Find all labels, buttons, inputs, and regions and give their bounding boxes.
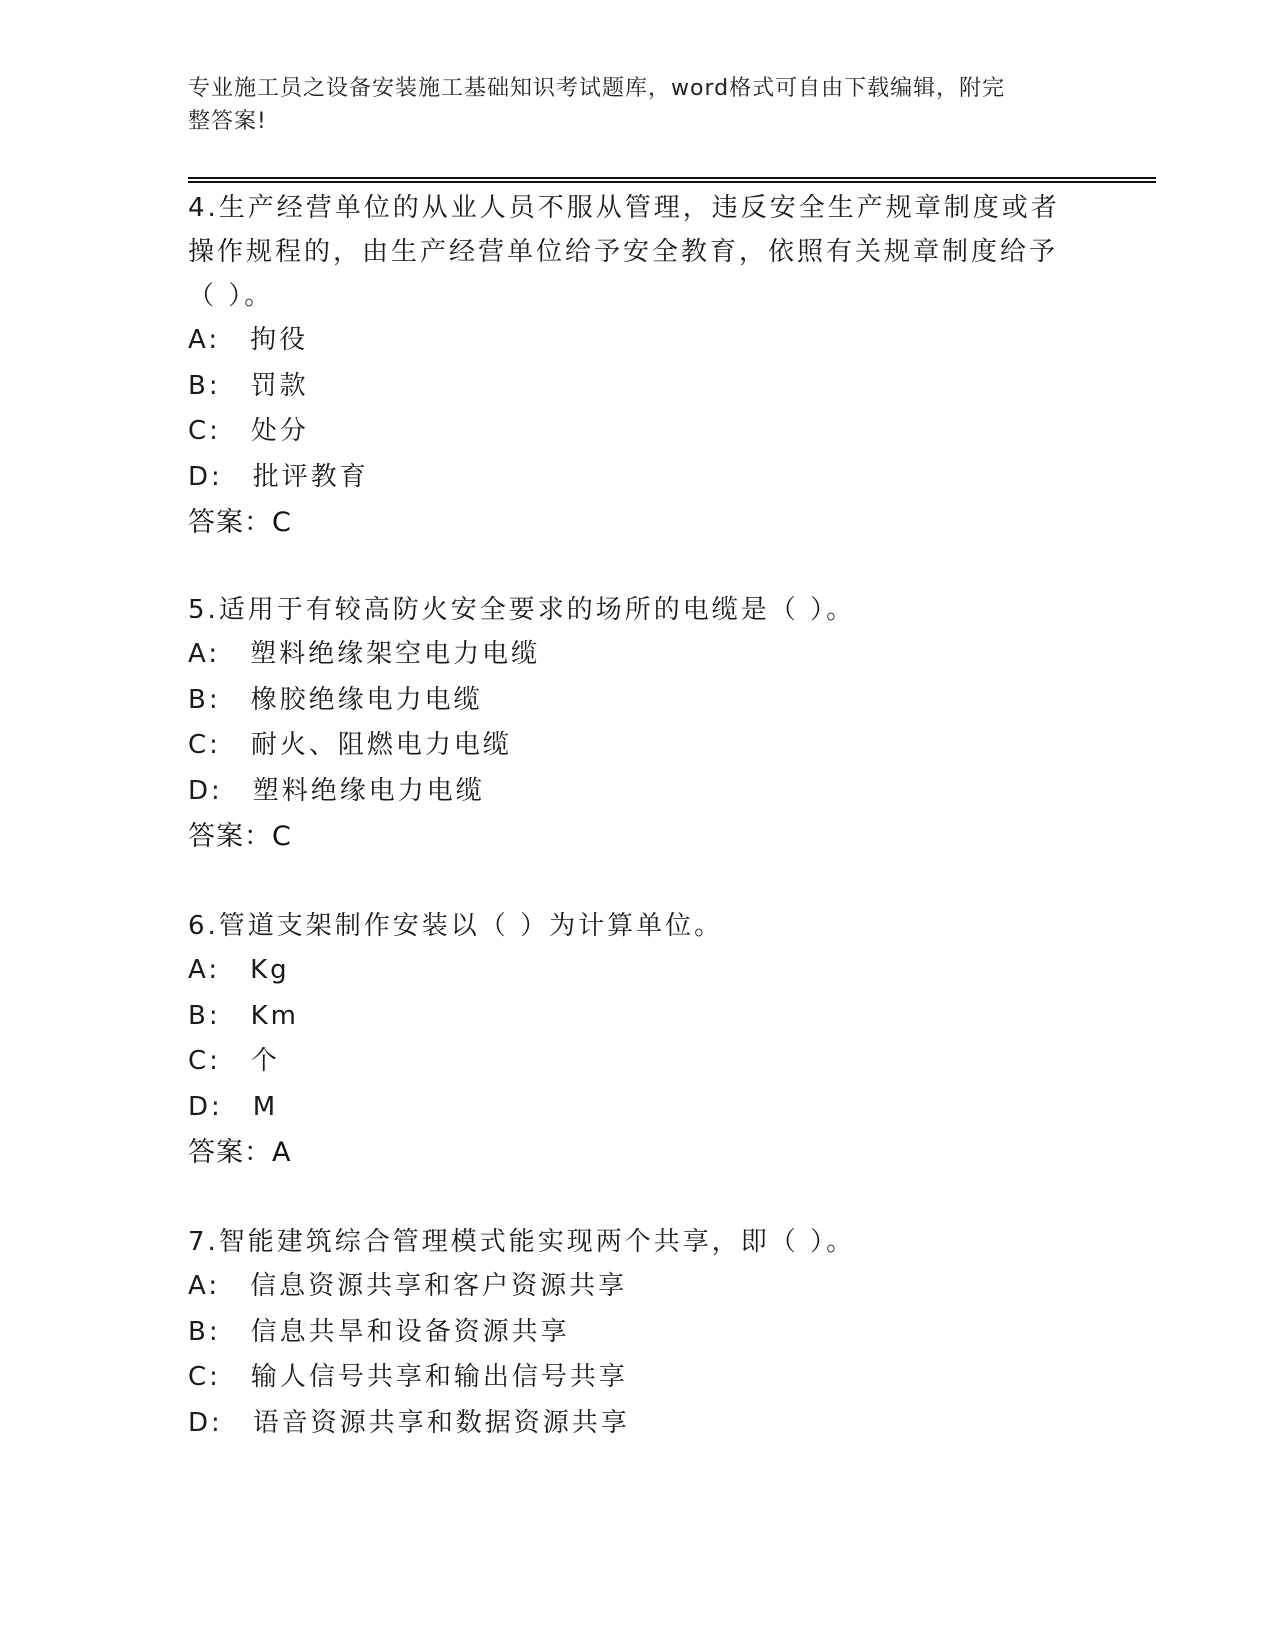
option-text: Km: [250, 1000, 299, 1031]
option-d: [188, 1085, 1068, 1131]
answer-line: 答案：C: [188, 821, 292, 852]
question-stem: 5.适用于有较高防火安全要求的场所的电缆是（ ）。: [188, 595, 856, 625]
option-text: M: [252, 1091, 279, 1122]
option-key: B:: [188, 1316, 221, 1347]
answer-line: 答案：C: [188, 507, 292, 538]
option-key: B:: [188, 1000, 221, 1031]
option-b: [188, 1310, 1068, 1356]
option-key: B:: [188, 684, 221, 715]
question-stem: 6.管道支架制作安装以（ ）为计算单位。: [188, 911, 724, 941]
option-key: A:: [188, 325, 221, 355]
question-stem: 4.生产经营单位的从业人员不服从管理，违反安全生产规章制度或者操作规程的，由生产经营单位给予安全教育，依照有关规章制度给予（ ）。: [188, 193, 1060, 311]
option-text: Kg: [250, 955, 290, 985]
option-d: [188, 769, 1068, 815]
option-b: [188, 994, 1068, 1040]
option-text: 橡胶绝缘电力电缆: [250, 684, 483, 715]
option-text: 输人信号共享和输出信号共享: [250, 1362, 628, 1392]
option-key: A:: [188, 955, 221, 985]
option-text: 耐火、阻燃电力电缆: [250, 730, 512, 760]
option-text: 罚款: [250, 370, 309, 401]
header-double-rule: [188, 177, 1156, 183]
option-c: [188, 409, 1068, 455]
question-5: [188, 588, 1068, 860]
option-key: C:: [188, 730, 221, 760]
option-b: [188, 678, 1068, 724]
header-rule-bottom: [188, 181, 1156, 183]
option-a: [188, 948, 1068, 994]
option-a: [188, 1264, 1068, 1310]
option-text: 拘役: [250, 325, 309, 355]
option-text: 信息共旱和设备资源共享: [250, 1316, 570, 1347]
option-key: D:: [188, 775, 223, 806]
option-c: [188, 1355, 1068, 1401]
option-key: C:: [188, 1362, 221, 1392]
option-key: D:: [188, 1091, 223, 1122]
answer-line: 答案：A: [188, 1137, 292, 1168]
option-c: [188, 1039, 1068, 1085]
option-text: 个: [250, 1046, 280, 1076]
option-a: [188, 632, 1068, 678]
option-d: [188, 455, 1068, 501]
option-key: C:: [188, 1046, 221, 1076]
question-4: [188, 186, 1068, 546]
document-header: [188, 72, 1088, 138]
option-key: C:: [188, 416, 221, 446]
option-key: D:: [188, 1407, 223, 1438]
option-c: [188, 723, 1068, 769]
option-text: 批评教育: [252, 461, 369, 492]
question-6: [188, 904, 1068, 1176]
header-rule-top: [188, 177, 1156, 179]
option-key: B:: [188, 370, 221, 401]
option-a: [188, 318, 1068, 364]
header-line-1: 专业施工员之设备安装施工基础知识考试题库，word格式可自由下载编辑，附完: [188, 76, 1006, 101]
option-text: 信息资源共享和客户资源共享: [250, 1271, 628, 1301]
option-text: 处分: [250, 416, 309, 446]
option-key: A:: [188, 1271, 221, 1301]
option-text: 塑料绝缘电力电缆: [252, 775, 485, 806]
question-stem: 7.智能建筑综合管理模式能实现两个共享，即（ ）。: [188, 1227, 856, 1257]
header-line-2: 整答案!: [188, 109, 267, 134]
option-key: A:: [188, 639, 221, 669]
question-7: [188, 1220, 1068, 1446]
option-b: [188, 364, 1068, 410]
option-key: D:: [188, 461, 223, 492]
option-text: 语音资源共享和数据资源共享: [252, 1407, 630, 1438]
option-text: 塑料绝缘架空电力电缆: [250, 639, 541, 669]
option-d: [188, 1401, 1068, 1447]
